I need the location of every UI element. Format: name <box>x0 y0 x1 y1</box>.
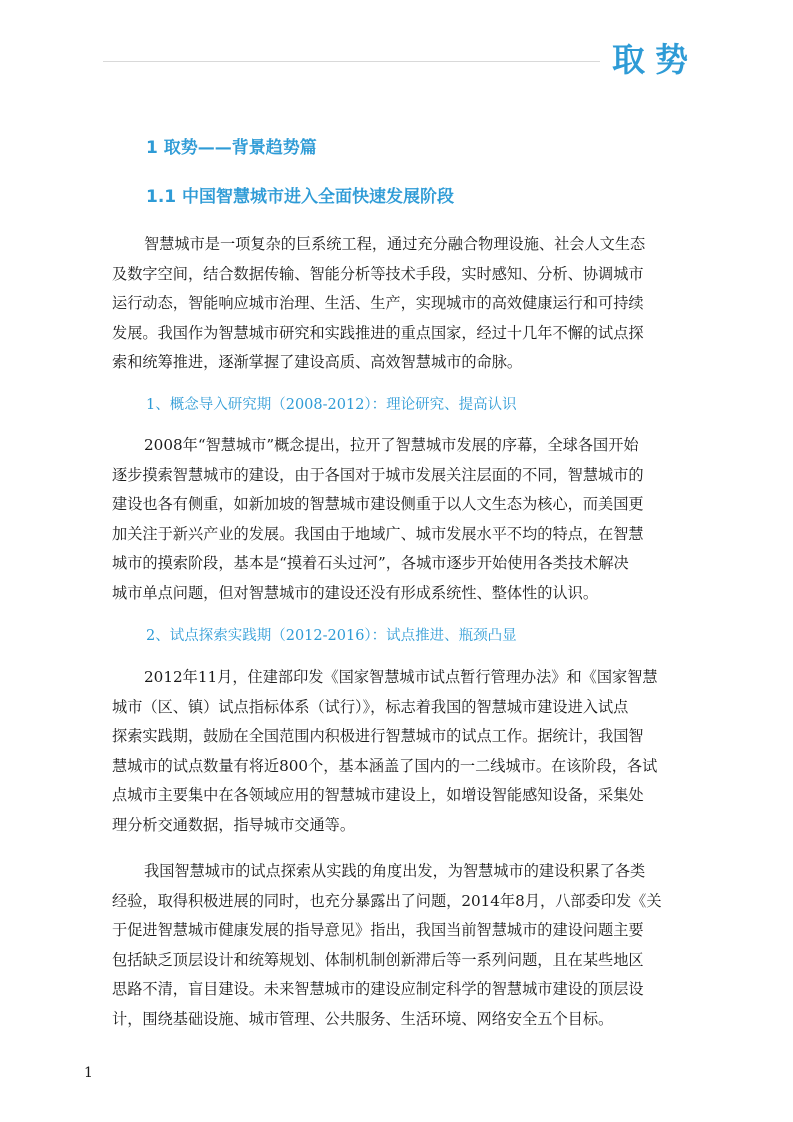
paragraph-line: 2008年“智慧城市”概念提出，拉开了智慧城市发展的序幕，全球各国开始 <box>144 436 639 454</box>
header-chapter-mark: 取势 <box>612 40 698 79</box>
paragraph-line: 于促进智慧城市健康发展的指导意见》指出，我国当前智慧城市的建设问题主要 <box>112 921 644 940</box>
paragraph-line: 加关注于新兴产业的发展。我国由于地域广、城市发展水平不均的特点，在智慧 <box>112 524 644 543</box>
paragraph-line: 索和统筹推进，逐渐掌握了建设高质、高效智慧城市的命脉。 <box>112 353 523 372</box>
paragraph-line: 慧城市的试点数量有将近800个，基本涵盖了国内的一二线城市。在该阶段，各试 <box>112 756 658 775</box>
paragraph-line: 运行动态，智能响应城市治理、生活、生产，实现城市的高效健康运行和可持续 <box>112 294 644 313</box>
phase1-heading: 1、概念导入研究期（2008-2012）：理论研究、提高认识 <box>146 397 517 413</box>
paragraph-phase2-a <box>112 663 690 841</box>
paragraph-line: 探索实践期，鼓励在全国范围内积极进行智慧城市的试点工作。据统计，我国智 <box>112 727 644 746</box>
paragraph-line: 建设也各有侧重，如新加坡的智慧城市建设侧重于以人文生态为核心，而美国更 <box>112 495 644 514</box>
paragraph-line: 点城市主要集中在各领域应用的智慧城市建设上，如增设智能感知设备，采集处 <box>112 786 644 805</box>
paragraph-line: 2012年11月，住建部印发《国家智慧城市试点暂行管理办法》和《国家智慧 <box>144 668 658 686</box>
paragraph-line: 计，围绕基础设施、城市管理、公共服务、生活环境、网络安全五个目标。 <box>112 1009 614 1028</box>
paragraph-line: 及数字空间，结合数据传输、智能分析等技术手段，实时感知、分析、协调城市 <box>112 264 644 283</box>
paragraph-line: 城市单点问题，但对智慧城市的建设还没有形成系统性、整体性的认识。 <box>112 583 598 602</box>
paragraph-phase1 <box>112 431 690 609</box>
paragraph-phase2-b <box>112 857 690 1035</box>
paragraph-line: 逐步摸索智慧城市的建设，由于各国对于城市发展关注层面的不同，智慧城市的 <box>112 465 644 484</box>
page-number: 1 <box>84 1065 93 1081</box>
phase2-heading: 2、试点探索实践期（2012-2016）：试点推进、瓶颈凸显 <box>146 628 517 644</box>
section-title: 1.1 中国智慧城市进入全面快速发展阶段 <box>146 187 455 207</box>
paragraph-line: 发展。我国作为智慧城市研究和实践推进的重点国家，经过十几年不懈的试点探 <box>112 323 644 342</box>
chapter-title: 1 取势——背景趋势篇 <box>146 138 317 158</box>
paragraph-line: 理分析交通数据，指导城市交通等。 <box>112 815 355 834</box>
paragraph-intro <box>112 230 690 378</box>
paragraph-line: 智慧城市是一项复杂的巨系统工程，通过充分融合物理设施、社会人文生态 <box>144 235 646 253</box>
paragraph-line: 包括缺乏顶层设计和统筹规划、体制机制创新滞后等一系列问题，且在某些地区 <box>112 950 644 969</box>
paragraph-line: 我国智慧城市的试点探索从实践的角度出发，为智慧城市的建设积累了各类 <box>144 862 646 880</box>
paragraph-line: 经验，取得积极进展的同时，也充分暴露出了问题，2014年8月，八部委印发《关 <box>112 891 662 910</box>
paragraph-line: 思路不清，盲目建设。未来智慧城市的建设应制定科学的智慧城市建设的顶层设 <box>112 980 644 999</box>
paragraph-line: 城市（区、镇）试点指标体系（试行）》，标志着我国的智慧城市建设进入试点 <box>112 697 629 716</box>
header-rule <box>103 61 600 62</box>
paragraph-line: 城市的摸索阶段，基本是“摸着石头过河”，各城市逐步开始使用各类技术解决 <box>112 554 629 573</box>
